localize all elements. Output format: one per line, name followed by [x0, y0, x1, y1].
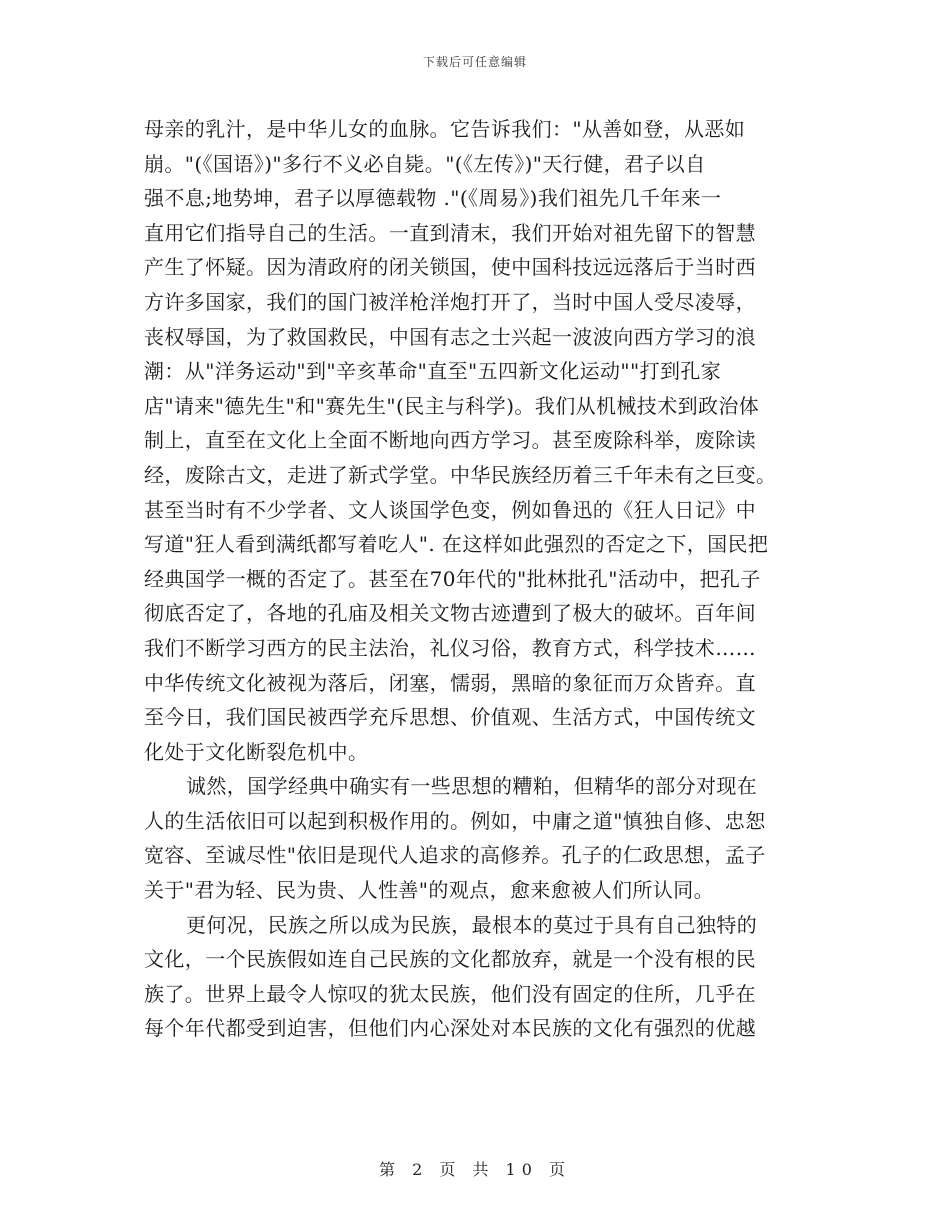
text-line: 丧权辱国，为了救国救民，中国有志之士兴起一波波向西方学习的浪 — [144, 324, 756, 349]
text-line: 经，废除古文，走进了新式学堂。中华民族经历着三千年未有之巨变。 — [144, 462, 777, 487]
text-line: 至今日，我们国民被西学充斥思想、价值观、生活方式，中国传统文 — [144, 705, 756, 730]
text-line: 潮：从"洋务运动"到"辛亥革命"直至"五四新文化运动""打到孔家 — [144, 359, 722, 384]
text-line: 产生了怀疑。因为清政府的闭关锁国，使中国科技远远落后于当时西 — [144, 255, 756, 280]
paragraph-first-line: 诚然，国学经典中确实有一些思想的糟粕，但精华的部分对现在 — [186, 774, 758, 799]
text-line: 制上，直至在文化上全面不断地向西方学习。甚至废除科举，废除读 — [144, 428, 756, 453]
text-line: 彻底否定了，各地的孔庙及相关文物古迹遭到了极大的破坏。百年间 — [144, 601, 756, 626]
text-line: 母亲的乳汁，是中华儿女的血脉。它告诉我们："从善如登，从恶如 — [144, 117, 746, 141]
text-line: 族了。世界上最令人惊叹的犹太民族，他们没有固定的住所，几乎在 — [144, 981, 756, 1006]
text-line: 方许多国家，我们的国门被洋枪洋炮打开了，当时中国人受尽凌辱， — [144, 289, 756, 314]
text-line: 写道"狂人看到满纸都写着吃人". 在这样如此强烈的否定之下，国民把 — [144, 532, 769, 557]
text-line: 中华传统文化被视为落后，闭塞，懦弱，黑暗的象征而万众皆弃。直 — [144, 670, 756, 695]
text-line: 人的生活依旧可以起到积极作用的。例如，中庸之道"慎独自修、忠恕 — [144, 808, 766, 833]
paragraph-first-line: 更何况，民族之所以成为民族，最根本的莫过于具有自己独特的 — [186, 912, 758, 937]
text-line: 每个年代都受到迫害，但他们内心深处对本民族的文化有强烈的优越 — [144, 1016, 756, 1041]
text-line: 甚至当时有不少学者、文人谈国学色变，例如鲁迅的《狂人日记》中 — [144, 497, 756, 522]
text-line: 化处于文化断裂危机中。 — [144, 739, 369, 764]
text-line: 文化，一个民族假如连自己民族的文化都放弃，就是一个没有根的民 — [144, 947, 756, 972]
text-line: 经典国学一概的否定了。甚至在70年代的"批林批孔"活动中，把孔子 — [144, 566, 761, 591]
page-number: 第 2 页 共 10 页 — [379, 1160, 571, 1179]
text-line: 我们不断学习西方的民主法治，礼仪习俗，教育方式，科学技术…… — [144, 635, 756, 660]
page-header-note: 下载后可任意编辑 — [422, 55, 527, 69]
text-line: 宽容、至诚尽性"依旧是现代人追求的高修养。孔子的仁政思想，孟子 — [144, 843, 766, 868]
text-line: 强不息;地势坤，君子以厚德载物 ."(《周易》)我们祖先几千年来一 — [144, 186, 722, 211]
text-line: 店"请来"德先生"和"赛先生"(民主与科学)。我们从机械技术到政治体 — [144, 393, 760, 418]
text-line: 直用它们指导自己的生活。一直到清末，我们开始对祖先留下的智慧 — [144, 220, 756, 245]
text-line: 关于"君为轻、民为贵、人性善"的观点，愈来愈被人们所认同。 — [144, 878, 714, 903]
document-body — [144, 112, 804, 1046]
text-line: 崩。"(《国语》)"多行不义必自毙。"(《左传》)"天行健，君子以自 — [144, 151, 706, 176]
